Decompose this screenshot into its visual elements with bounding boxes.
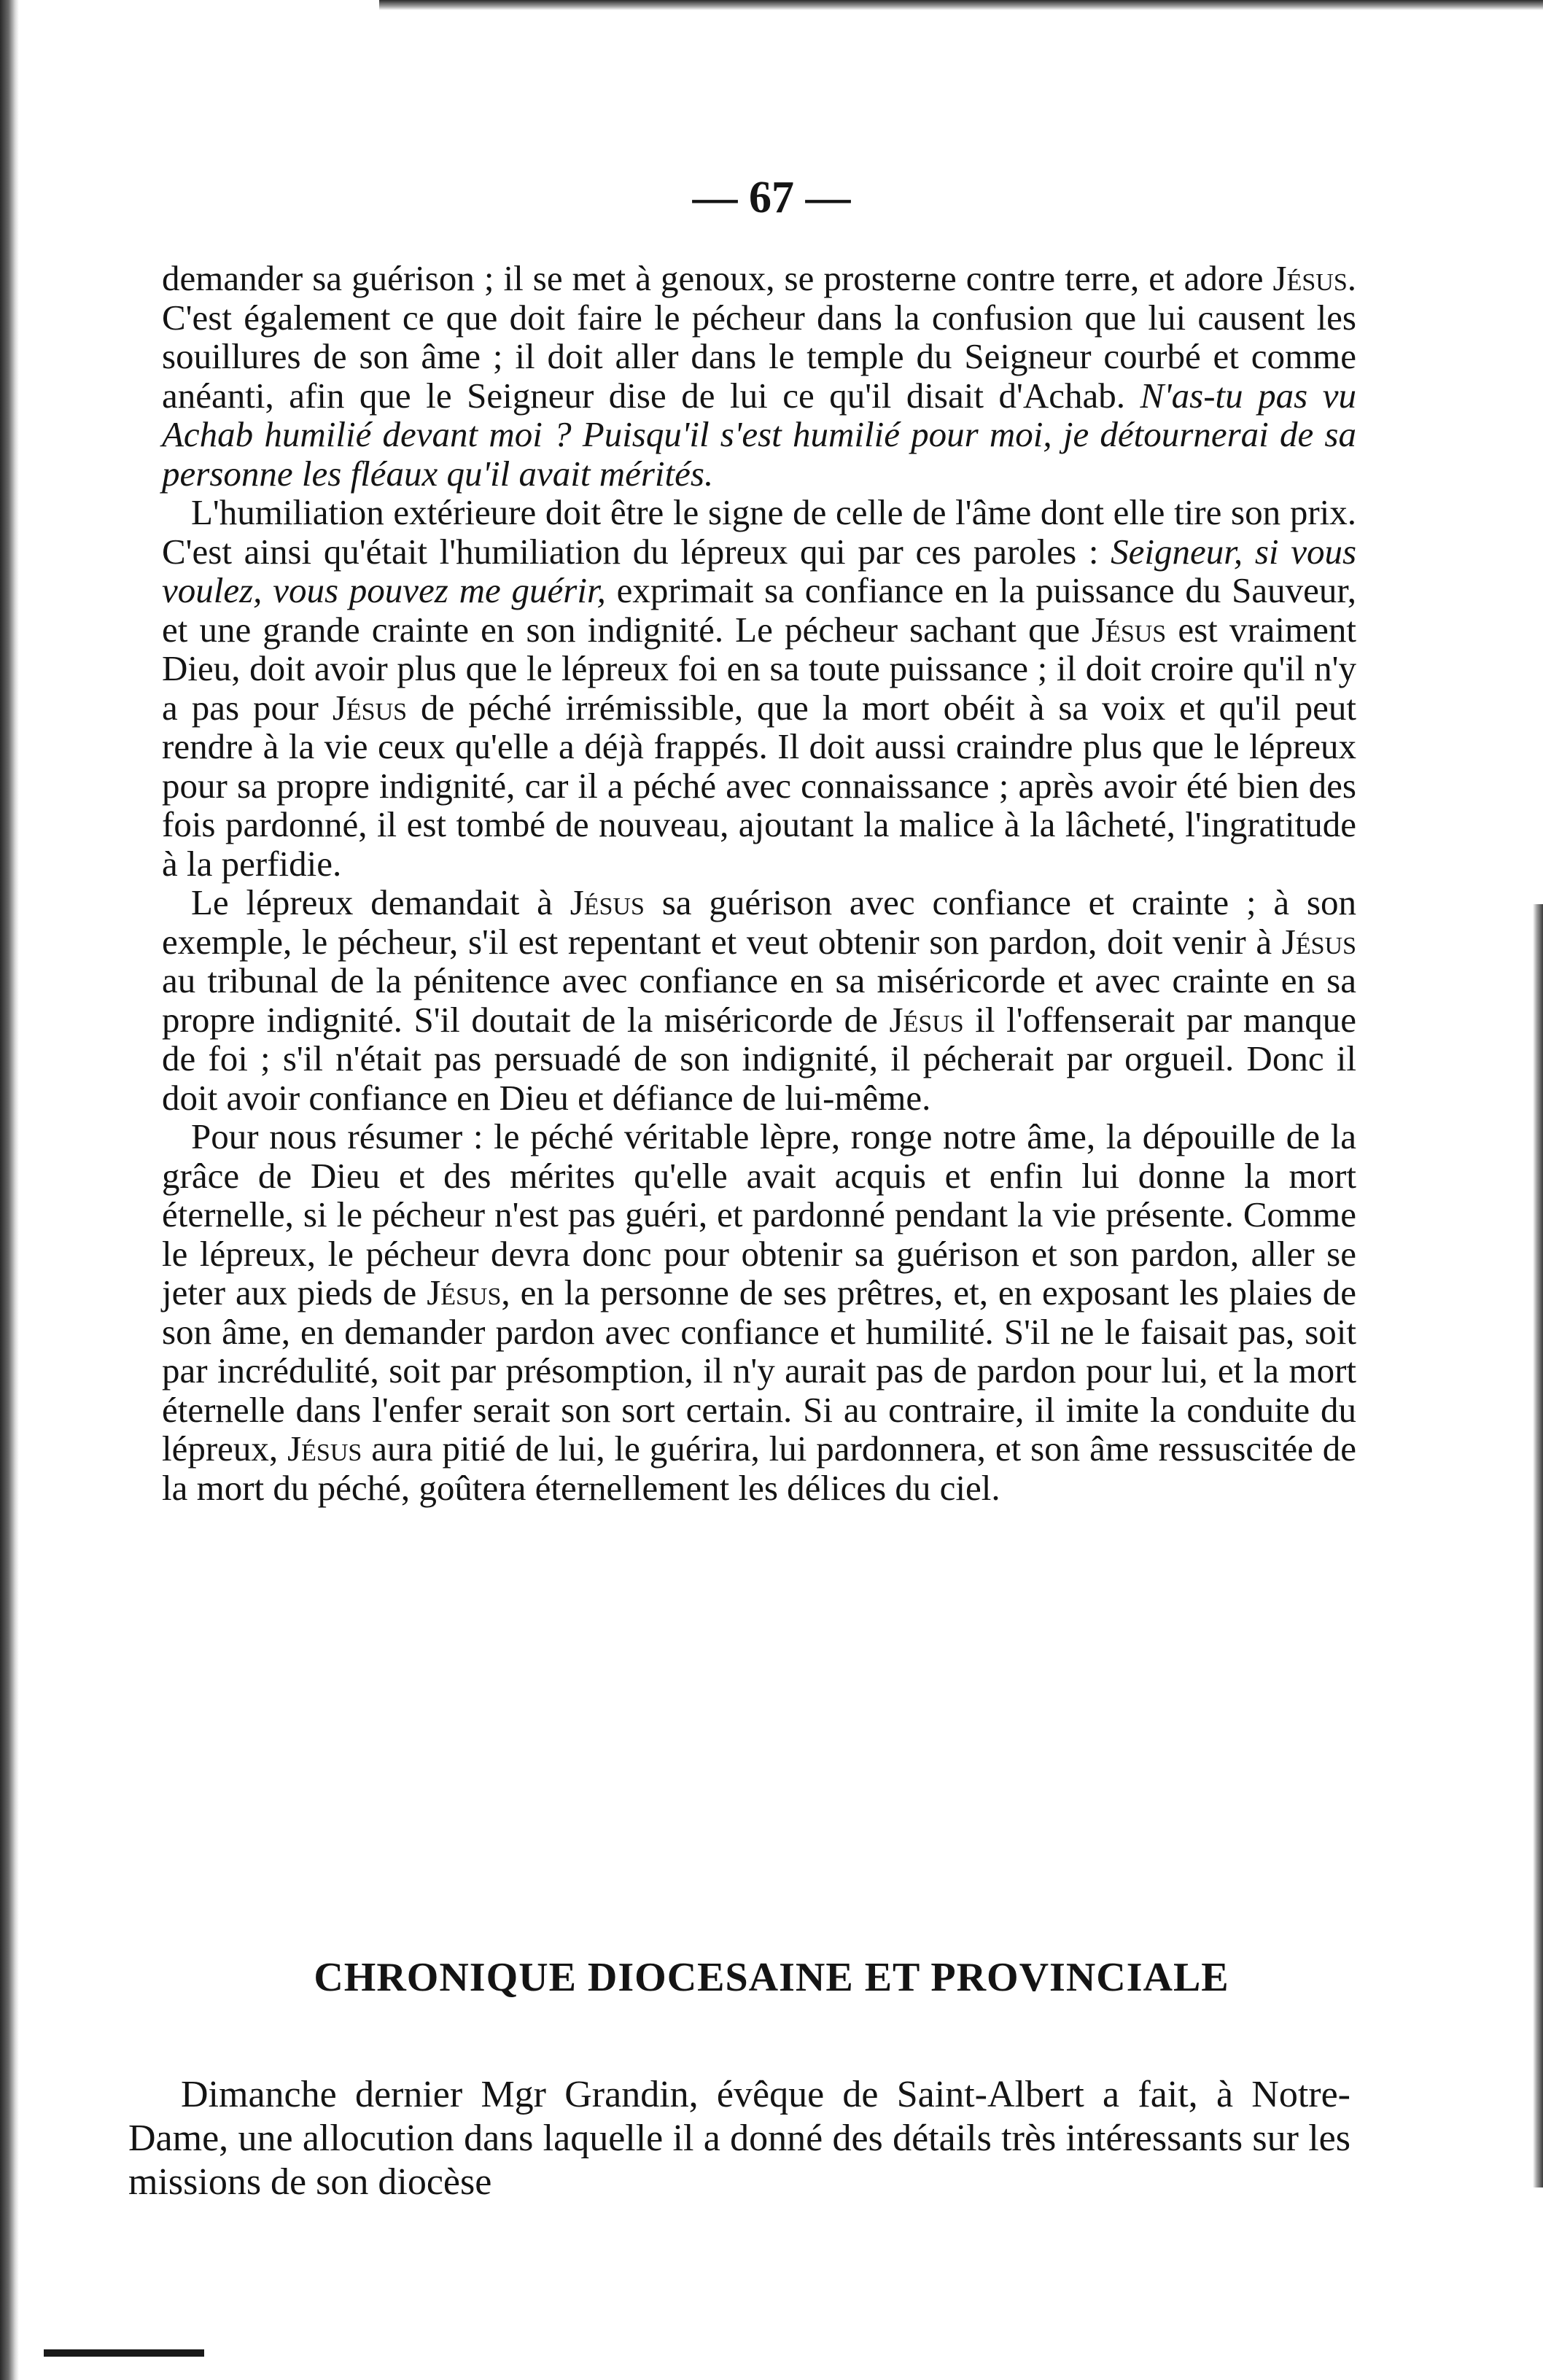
paragraph-3 [162,883,1356,1117]
scan-left-edge [0,0,19,2380]
text-run: . C'est également ce que doit faire le pécheur dans la confusion que lui causent les souillures de son âme ; il doit aller dans le temple du Seigneur courbé et comme anéanti, afin que le Seigneur dise de lui ce qu'il disait d'Achab. [162,258,1356,416]
paragraph-2 [162,493,1356,883]
scan-top-edge [379,0,1543,10]
small-caps-name: Jésus [1281,921,1356,962]
section-heading: CHRONIQUE DIOCESAINE ET PROVINCIALE [314,1955,1229,2000]
small-caps-name: Jésus [889,999,964,1040]
text-run: sa guérison avec confiance et crainte ; à son exemple, le pécheur, s'il est repentant et veut obtenir son pardon, doit venir à [162,882,1356,962]
text-run: de péché irrémissible, que la mort obéit à sa voix et qu'il peut rendre à la vie ceux qu'elle a déjà frappés. Il doit aussi craindre plus que le lépreux pour sa propre indignité, car il a péché avec connaissance ; après avoir été bien des fois pardonné, il est tombé de nouveau, ajoutant la malice à la lâcheté, l'ingratitude à la perfidie. [162,687,1356,884]
small-caps-name: Jésus [1272,258,1348,298]
text-run: est vraiment Dieu, doit avoir plus que le lépreux foi en sa toute puissance ; il doit croire qu'il n'y a pas pour [162,609,1357,728]
text-run: L'humiliation extérieure doit être le signe de celle de l'âme dont elle tire son prix. C'est ainsi qu'était l'humiliation du lépreux qui par ces paroles : [162,492,1356,572]
italic-quote: N'as-tu pas vu Achab humilié devant moi ? Puisqu'il s'est humilié pour moi, je détournerai de sa personne les fléaux qu'il avait mérités. [162,375,1356,494]
text-run: Pour nous résumer : le péché véritable lèpre, ronge notre âme, la dépouille de la grâce de Dieu et des mérites qu'elle avait acquis et enfin lui donne la mort éternelle, si le pécheur n'est pas guéri, et pardonné pendant la vie présente. Comme le lépreux, le pécheur devra donc pour obtenir sa guérison et son pardon, aller se jeter aux pieds de [162,1116,1356,1312]
small-caps-name: Jésus [332,687,408,728]
paragraph-1 [162,259,1356,493]
text-run: il l'offenserait par manque de foi ; s'il n'était pas persuadé de son indignité, il pécherait par orgueil. Donc il doit avoir confiance en Dieu et défiance de lui-même. [162,999,1356,1118]
text-run: , en la personne de ses prêtres, et, en exposant les plaies de son âme, en demander pardon avec confiance et humilité. S'il ne le faisait pas, soit par incrédulité, soit par présomption, il n'y aurait pas de pardon pour lui, et la mort éternelle dans l'enfer serait son sort certain. Si au contraire, il imite la conduite du lépreux, [162,1272,1356,1469]
page-number: — 67 — [692,173,851,222]
article-body [162,259,1356,1507]
small-caps-name: Jésus [1092,609,1167,650]
text-run: Le lépreux demandait à [191,882,570,922]
paragraph-4 [162,1117,1356,1507]
text-run: au tribunal de la pénitence avec confiance en sa miséricorde et avec crainte en sa propre indignité. S'il doutait de la miséricorde de [162,960,1356,1040]
small-caps-name: Jésus [287,1428,362,1469]
text-run: exprimait sa confiance en la puissance du Sauveur, et une grande crainte en son indignité. Le pécheur sachant que [162,570,1356,650]
text-run: demander sa guérison ; il se met à genoux, se prosterne contre terre, et adore [162,258,1273,298]
text-run: aura pitié de lui, le guérira, lui pardonnera, et son âme ressuscitée de la mort du péché, goûtera éternellement les délices du ciel. [162,1428,1356,1508]
small-caps-name: Jésus [570,882,645,922]
italic-quote: Seigneur, si vous voulez, vous pouvez me guérir, [162,531,1357,610]
chronicle-paragraph: Dimanche dernier Mgr Grandin, évêque de Saint-Albert a fait, à Notre-Dame, une allocution dans laquelle il a donné des détails très intéressants sur les missions de son diocèse [128,2074,1350,2203]
footer-rule [44,2349,204,2357]
small-caps-name: Jésus [427,1272,502,1312]
